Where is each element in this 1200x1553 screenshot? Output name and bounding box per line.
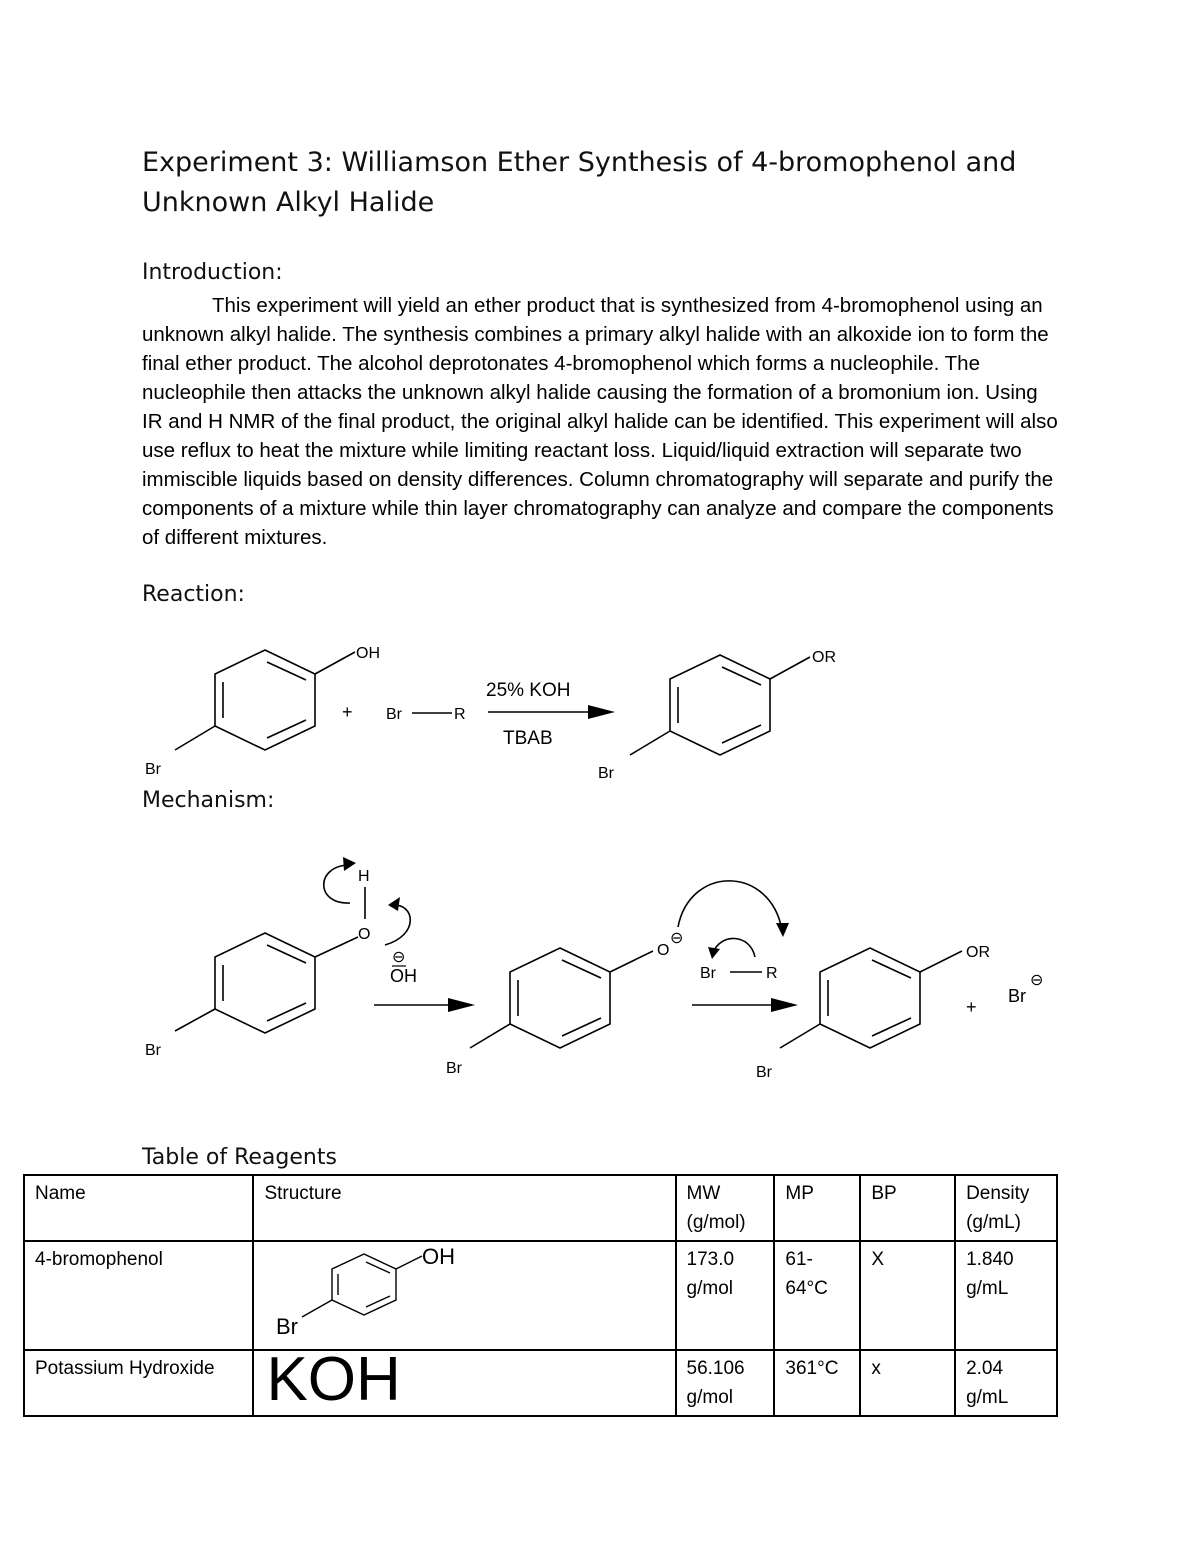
curved-arrowhead-3 [776, 923, 789, 937]
product-br-label: Br [598, 765, 614, 782]
curved-arrowhead-1 [343, 857, 356, 871]
cell-name: 4-bromophenol [24, 1241, 253, 1350]
table-row [24, 1241, 1057, 1350]
mech-alkyl-br: Br [700, 965, 716, 982]
mech-h-label: H [358, 868, 370, 885]
mech-alkyl-r: R [766, 965, 778, 982]
phenoxide-o-label: O [657, 942, 670, 959]
reagent-br-label: Br [386, 706, 402, 723]
header-cell: Name [24, 1175, 253, 1241]
mech-br-1: Br [145, 1042, 161, 1059]
document-title [142, 143, 1042, 223]
reaction-arrowhead [588, 705, 615, 719]
cell-density: 2.04 g/mL [955, 1350, 1057, 1416]
cell-mw: 173.0 g/mol [676, 1241, 775, 1350]
mechanism-arrowhead-2 [771, 998, 798, 1012]
table-header-row [24, 1175, 1057, 1241]
hydroxide-label: OH [390, 966, 417, 986]
cell-mp: 361°C [774, 1350, 860, 1416]
curved-arrowhead-2 [388, 897, 400, 911]
mechanism-heading: Mechanism: [142, 788, 275, 813]
structure-oh: OH [422, 1244, 456, 1269]
condition-tbab: TBAB [503, 728, 553, 749]
header-cell: MP [774, 1175, 860, 1241]
intro-paragraph [142, 291, 1062, 552]
mech-product-or: OR [966, 944, 990, 961]
header-cell: MW (g/mol) [676, 1175, 775, 1241]
bromophenol-structure [254, 1242, 514, 1340]
mech-br-3: Br [756, 1064, 772, 1081]
title-line-1: Experiment 3: Williamson Ether Synthesis of 4-bromophenol and [142, 147, 1017, 178]
product-or-label: OR [812, 649, 836, 666]
header-cell: Density (g/mL) [955, 1175, 1057, 1241]
table-heading: Table of Reagents [142, 1145, 337, 1170]
reactant-oh-label: OH [356, 645, 380, 662]
mechanism-scheme [130, 845, 1070, 1085]
header-cell: BP [860, 1175, 955, 1241]
reagents-table [23, 1174, 1058, 1417]
phenoxide-minus: ⊖ [670, 930, 684, 947]
cell-mp: 61-64°C [774, 1241, 860, 1350]
cell-mw: 56.106 g/mol [676, 1350, 775, 1416]
reaction-heading: Reaction: [142, 582, 245, 607]
curved-arrowhead-4 [708, 947, 720, 959]
reaction-plus: + [342, 702, 353, 722]
cell-name: Potassium Hydroxide [24, 1350, 253, 1416]
condition-koh: 25% KOH [486, 680, 571, 701]
mech-br-2: Br [446, 1060, 462, 1077]
intro-heading: Introduction: [142, 260, 283, 285]
cell-bp: X [860, 1241, 955, 1350]
mech-o-label: O [358, 926, 371, 943]
intro-text: This experiment will yield an ether product that is synthesized from 4-bromophenol using an unknown alkyl halide. The synthesis combines a primary alkyl halide with an alkoxide ion to form the final ether product. The alcohol deprotonates 4-bromophenol which forms a nucleophile. The nucleophile then attacks the unknown alkyl halide causing the formation of a bromonium ion. Using IR and H NMR of the final product, the original alkyl halide can be identified. This experiment will also use reflux to heat the mixture while limiting reactant loss. Liquid/liquid extraction will separate two immiscible liquids based on density differences. Column chromatography will separate and purify the components of a mixture while thin layer chromatography can analyze and compare the components of different mixtures. [142, 294, 1058, 549]
reaction-scheme [130, 630, 870, 790]
reactant-br-label: Br [145, 761, 161, 778]
reagent-r-label: R [454, 706, 466, 723]
cell-bp: x [860, 1350, 955, 1416]
bromide-label: Br [1008, 986, 1026, 1006]
cell-density: 1.840 g/mL [955, 1241, 1057, 1350]
cell-structure [253, 1345, 675, 1416]
table-row [24, 1350, 1057, 1416]
koh-structure: KOH [266, 1345, 401, 1414]
mech-plus: + [966, 997, 977, 1017]
hydroxide-minus: ⊖ [392, 949, 406, 966]
cell-structure [253, 1241, 675, 1350]
mechanism-arrowhead-1 [448, 998, 475, 1012]
bromide-minus: ⊖ [1030, 972, 1044, 989]
structure-br: Br [276, 1314, 299, 1339]
title-line-2: Unknown Alkyl Halide [142, 187, 435, 218]
header-cell: Structure [253, 1175, 675, 1241]
